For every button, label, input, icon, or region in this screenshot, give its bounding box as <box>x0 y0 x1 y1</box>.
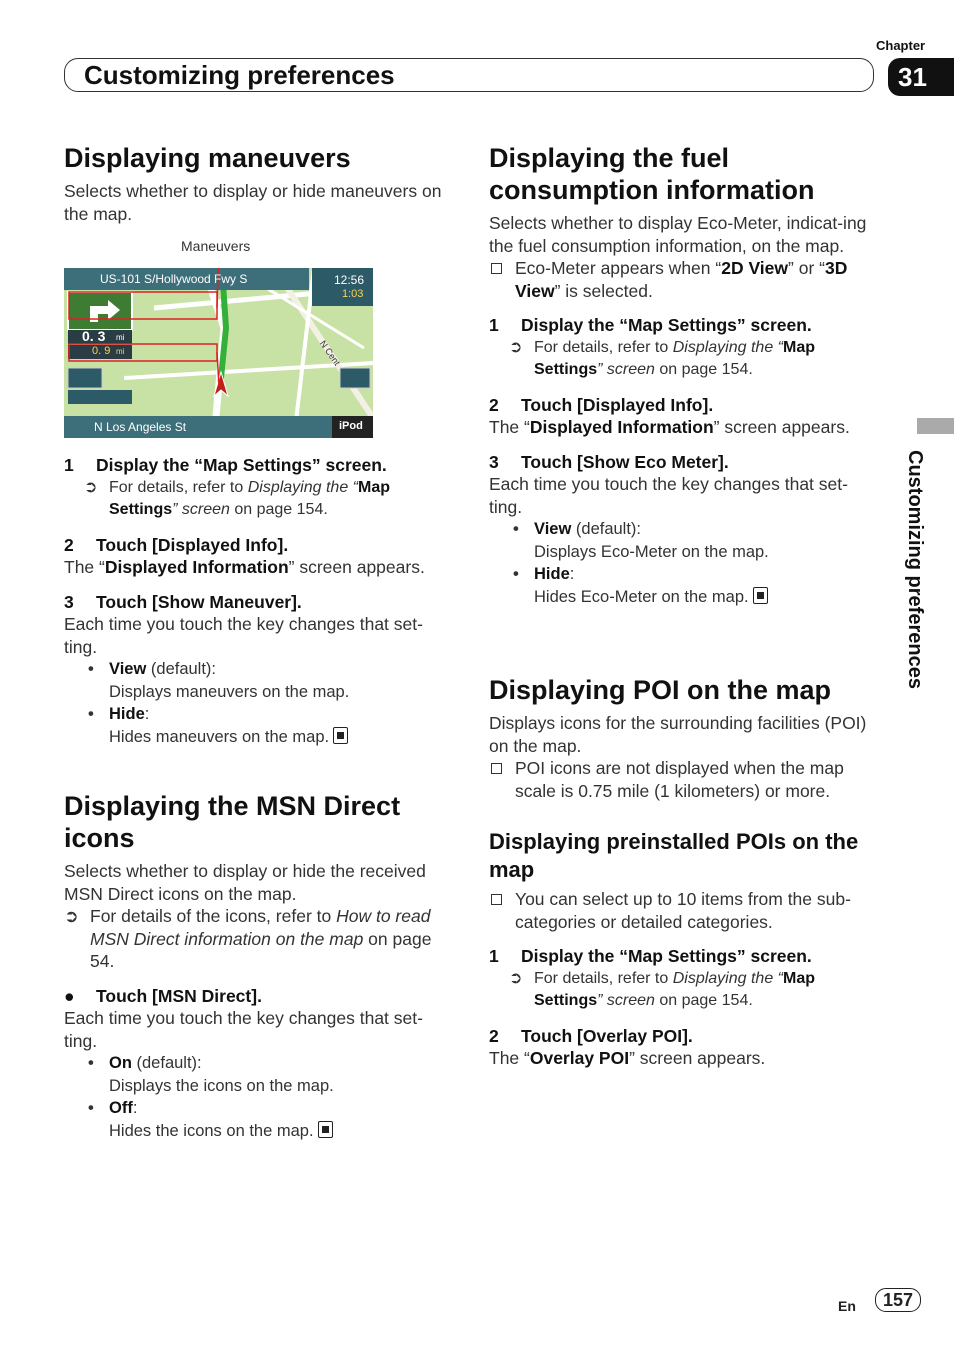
map-time: 12:56 <box>334 273 365 287</box>
end-mark-icon <box>333 727 348 744</box>
fuel-option-hide: • Hide: <box>513 565 575 583</box>
msn-section <box>64 790 454 1142</box>
msn-step-desc: Each time you touch the key changes that set-ting. <box>64 1008 423 1051</box>
fuel-step-1-ref: ➲ For details, refer to Displaying the “Map Settings” screen on page 154. <box>509 338 815 378</box>
map-unit-2: mi <box>116 347 125 356</box>
language-label: En <box>838 1298 856 1314</box>
chapter-number: 31 <box>888 58 954 96</box>
map-distance-1: 0. 3 <box>82 328 106 344</box>
fuel-step-1: 1 Display the “Map Settings” screen. <box>489 315 812 335</box>
maneuvers-step-3: 3 Touch [Show Maneuver]. <box>64 591 302 612</box>
maneuvers-title: Displaying maneuvers <box>64 143 351 173</box>
poi-step-2-desc: The “Overlay POI” screen appears. <box>489 1048 766 1068</box>
page-number: 157 <box>875 1288 921 1312</box>
fuel-step-2-desc: The “Displayed Information” screen appears. <box>489 417 850 437</box>
end-mark-icon <box>753 587 768 604</box>
arrow-icon: ➲ <box>84 478 98 496</box>
section-title: Customizing preferences <box>84 60 395 90</box>
map-road-label: N Cent <box>317 338 343 368</box>
maneuvers-step-1-ref: ➲ For details, refer to Displaying the “Map Settings” screen on page 154. <box>84 478 390 518</box>
poi-section <box>489 674 874 1070</box>
fuel-step-2: 2 Touch [Displayed Info]. <box>489 394 714 415</box>
maneuvers-option-hide: • Hide: <box>88 705 150 723</box>
chapter-label: Chapter <box>876 38 926 53</box>
map-unit-1: mi <box>116 333 125 342</box>
poi-step-1-ref: ➲ For details, refer to Displaying the “Map Settings” screen on page 154. <box>509 969 815 1009</box>
side-label: Customizing preferences <box>904 450 926 689</box>
maneuvers-step-3-desc: Each time you touch the key changes that set-ting. <box>64 614 423 657</box>
poi-title: Displaying POI on the map <box>489 675 832 705</box>
maneuvers-option-view-desc: Displays maneuvers on the map. <box>109 682 350 701</box>
msn-option-off-desc: Hides the icons on the map. <box>64 1120 454 1143</box>
fuel-section <box>489 142 874 608</box>
fuel-option-view-desc: Displays Eco-Meter on the map. <box>534 542 769 561</box>
arrow-icon: ➲ <box>509 338 523 356</box>
maneuvers-step-2-desc: The “Displayed Information” screen appears. <box>64 557 425 577</box>
note-box-icon <box>491 763 502 774</box>
msn-option-on: • On (default): <box>88 1054 202 1072</box>
msn-intro: Selects whether to display or hide the received MSN Direct icons on the map. <box>64 861 426 904</box>
poi-step-1: 1 Display the “Map Settings” screen. <box>489 946 812 966</box>
msn-ref: ➲ For details of the icons, refer to How to read MSN Direct information on the map on page 54. <box>64 906 432 971</box>
end-mark-icon <box>318 1121 333 1138</box>
maneuvers-option-hide-desc: Hides maneuvers on the map. <box>64 726 454 749</box>
side-tab <box>917 418 954 434</box>
maneuvers-section <box>64 142 454 225</box>
poi-step-2: 2 Touch [Overlay POI]. <box>489 1025 693 1046</box>
arrow-icon: ➲ <box>509 969 523 987</box>
maneuvers-steps <box>64 454 454 748</box>
bullet-dot-icon: ● <box>64 985 75 1006</box>
map-street-bottom: N Los Angeles St <box>94 420 187 434</box>
map-screenshot <box>64 268 373 438</box>
map-street-top: US-101 S/Hollywood Fwy S <box>100 272 248 286</box>
msn-step: ● Touch [MSN Direct]. <box>64 985 262 1006</box>
arrow-icon: ➲ <box>64 906 79 926</box>
poi-note: POI icons are not displayed when the map scale is 0.75 mile (1 kilometers) or more. <box>489 757 874 802</box>
maneuvers-intro: Selects whether to display or hide maneuvers on the map. <box>64 181 442 224</box>
poi-intro: Displays icons for the surrounding facilities (POI) on the map. <box>489 713 867 756</box>
maneuvers-option-view: • View (default): <box>88 660 217 678</box>
maneuvers-step-1: 1 Display the “Map Settings” screen. <box>64 455 387 475</box>
maneuvers-step-2: 2 Touch [Displayed Info]. <box>64 534 289 555</box>
map-distance-2: 0. 9 <box>92 345 111 357</box>
map-source: iPod <box>339 420 363 432</box>
map-eta: 1:03 <box>342 288 364 300</box>
figure-label: Maneuvers <box>181 238 251 254</box>
fuel-option-view: • View (default): <box>513 520 642 538</box>
fuel-intro: Selects whether to display Eco-Meter, indicat-ing the fuel consumption information, on the map. <box>489 213 867 256</box>
poi-subtitle: Displaying preinstalled POIs on the map <box>489 829 859 882</box>
msn-option-on-desc: Displays the icons on the map. <box>109 1076 334 1095</box>
fuel-option-hide-desc: Hides Eco-Meter on the map. <box>489 586 874 609</box>
note-box-icon <box>491 263 502 274</box>
fuel-step-3-desc: Each time you touch the key changes that set-ting. <box>489 474 848 517</box>
fuel-title: Displaying the fuel consumption information <box>489 143 815 205</box>
msn-title: Displaying the MSN Direct icons <box>64 791 401 853</box>
note-box-icon <box>491 894 502 905</box>
fuel-note: Eco-Meter appears when “2D View” or “3D View” is selected. <box>489 257 874 302</box>
msn-option-off: • Off: <box>88 1099 138 1117</box>
fuel-step-3: 3 Touch [Show Eco Meter]. <box>489 451 729 472</box>
poi-sub-note: You can select up to 10 items from the sub-categories or detailed categories. <box>489 888 874 933</box>
